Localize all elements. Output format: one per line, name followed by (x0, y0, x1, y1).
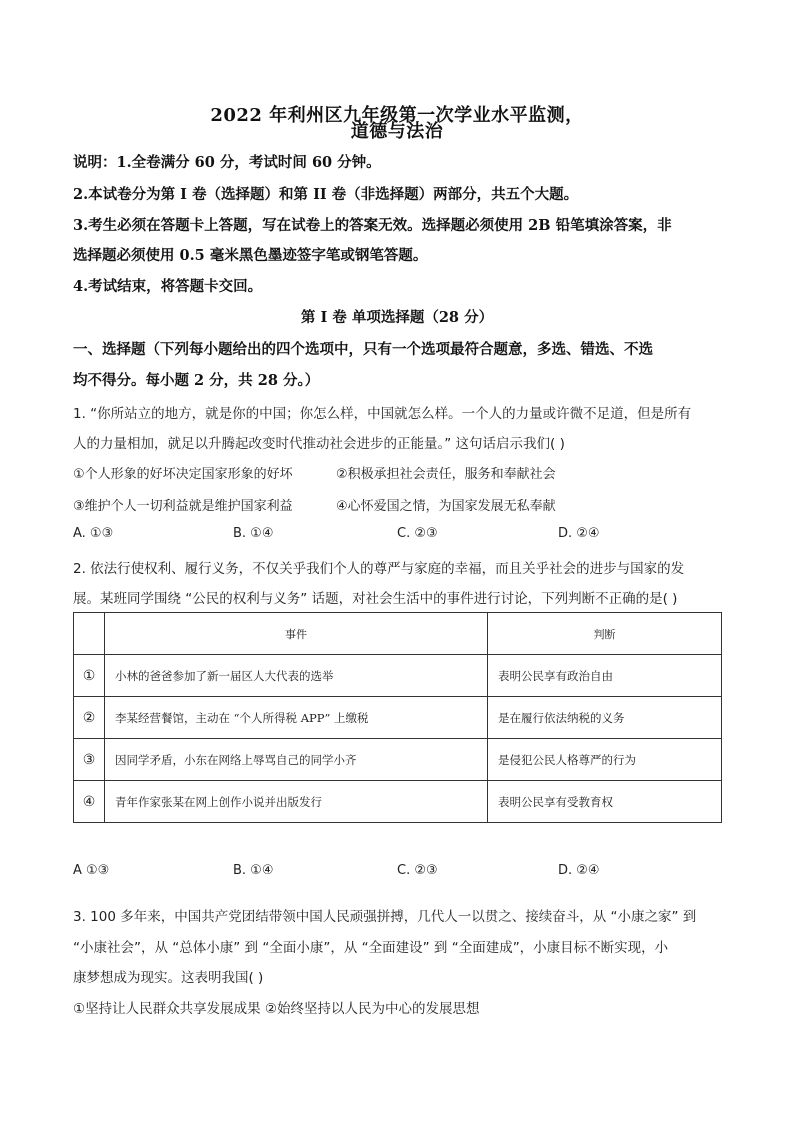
q2-option-c: C. ②③ (397, 863, 438, 878)
q1-statement-2: ②积极承担社会责任，服务和奉献社会 (336, 467, 556, 482)
instruction-3: 3.考生必须在答题卡上答题，写在试卷上的答案无效。选择题必须使用 2B 铅笔填涂答案，非 (73, 217, 672, 234)
table-header-event: 事件 (105, 613, 488, 655)
q1-statement-4: ④心怀爱国之情，为国家发展无私奉献 (336, 499, 556, 514)
section-heading-cont: 均不得分。每小题 2 分，共 28 分。） (73, 372, 320, 389)
q1-stem-cont: 人的力量相加，就足以升腾起改变时代推动社会进步的正能量。” 这句话启示我们( ) (73, 436, 565, 452)
section-title: 第 I 卷 单项选择题（28 分） (300, 309, 494, 326)
row-judgment: 是侵犯公民人格尊严的行为 (488, 739, 722, 781)
table-header-judgment: 判断 (488, 613, 722, 655)
q3-stem-cont: “小康社会”，从 “总体小康” 到 “全面小康”，从 “全面建设” 到 “全面建成”，小康目标不断实现，小 (73, 940, 669, 956)
row-event: 小林的爸爸参加了新一届区人大代表的选举 (105, 655, 488, 697)
exam-subject (0, 117, 794, 143)
table-row (74, 655, 722, 697)
q1-statement-1: ①个人形象的好坏决定国家形象的好坏 (73, 467, 293, 482)
q1-option-a: A. ①③ (73, 526, 114, 541)
instruction-3-cont: 选择题必须使用 0.5 毫米黑色墨迹签字笔或钢笔答题。 (73, 247, 428, 264)
q1-option-c: C. ②③ (397, 526, 438, 541)
instruction-4: 4.考试结束，将答题卡交回。 (73, 278, 263, 295)
table-row (74, 697, 722, 739)
q2-option-d: D. ②④ (558, 863, 600, 878)
table-header-num (74, 613, 105, 655)
instruction-1: 说明：1.全卷满分 60 分，考试时间 60 分钟。 (73, 154, 381, 171)
exam-title: 2022 年利州区九年级第一次学业水平监测， (210, 105, 584, 126)
row-number: ① (74, 655, 105, 697)
section-heading: 一、选择题（下列每小题给出的四个选项中，只有一个选项最符合题意，多选、错选、不选 (73, 341, 653, 358)
q3-stem-cont-2: 康梦想成为现实。这表明我国( ) (73, 970, 264, 986)
q2-event-table (73, 612, 722, 823)
row-event: 因同学矛盾，小东在网络上辱骂自己的同学小齐 (105, 739, 488, 781)
row-number: ③ (74, 739, 105, 781)
row-judgment: 表明公民享有受教育权 (488, 781, 722, 823)
q2-stem-cont: 展。某班同学围绕 “公民的权利与义务” 话题，对社会生活中的事件进行讨论，下列判断不正确的是( ) (73, 591, 678, 607)
q3-stem: 3. 100 多年来，中国共产党团结带领中国人民顽强拼搏，几代人一以贯之、接续奋斗，从 “小康之家” 到 (73, 909, 697, 925)
table-header-row (74, 613, 722, 655)
table-row (74, 781, 722, 823)
q2-option-b: B. ①④ (233, 863, 274, 878)
q1-statement-3: ③维护个人一切利益就是维护国家利益 (73, 499, 293, 514)
instruction-2: 2.本试卷分为第 I 卷（选择题）和第 II 卷（非选择题）两部分，共五个大题。 (73, 186, 579, 203)
row-number: ② (74, 697, 105, 739)
row-judgment: 是在履行依法纳税的义务 (488, 697, 722, 739)
row-judgment: 表明公民享有政治自由 (488, 655, 722, 697)
q2-option-a: A ①③ (73, 863, 110, 878)
row-number: ④ (74, 781, 105, 823)
row-event: 青年作家张某在网上创作小说并出版发行 (105, 781, 488, 823)
table-row (74, 739, 722, 781)
q1-option-d: D. ②④ (558, 526, 600, 541)
q1-option-b: B. ①④ (233, 526, 274, 541)
q1-stem: 1. “你所站立的地方，就是你的中国；你怎么样，中国就怎么样。一个人的力量或许微不足道，但是所有 (73, 406, 692, 422)
q2-stem: 2. 依法行使权利、履行义务，不仅关乎我们个人的尊严与家庭的幸福，而且关乎社会的进步与国家的发 (73, 561, 685, 577)
row-event: 李某经营餐馆，主动在 “个人所得税 APP” 上缴税 (105, 697, 488, 739)
subject-title: 道德与法治 (350, 121, 444, 142)
q3-statements: ①坚持让人民群众共享发展成果 ②始终坚持以人民为中心的发展思想 (73, 1001, 480, 1017)
